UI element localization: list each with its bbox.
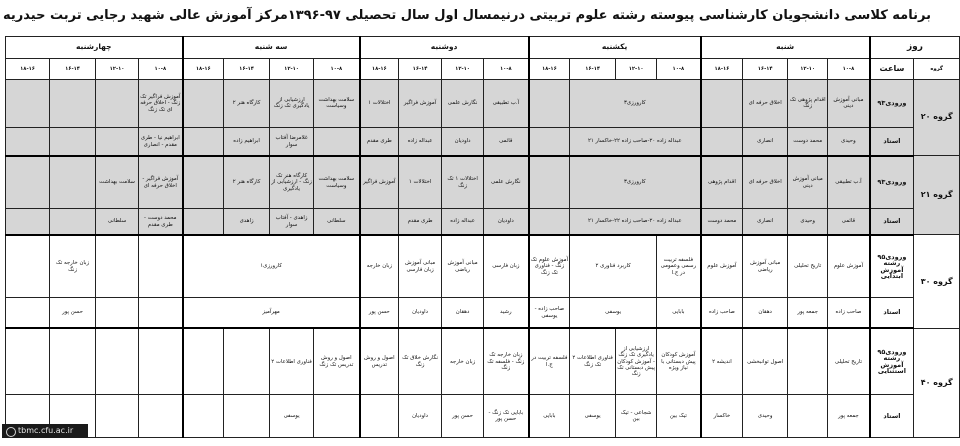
teacher-cell: غلامرضا آفتاب سوار xyxy=(270,128,314,156)
teacher-cell: انصاری xyxy=(743,209,788,235)
course-cell: کارگاه هنر ۲ xyxy=(224,79,270,128)
teacher-cell: یوسفی xyxy=(570,298,657,328)
course-cell: آموزش فراگیر تک زنگ - اخلاق حرفه ای تک زنگ xyxy=(139,79,183,128)
course-cell: اختلالات ۱ xyxy=(360,79,399,128)
course-cell xyxy=(788,328,828,395)
group-name: گروه ۲۱ xyxy=(914,156,960,235)
course-cell: نگارش خلاق تک زنگ xyxy=(399,328,442,395)
time-slot: ۱۶-۱۴ xyxy=(399,59,442,79)
course-cell: اصول و روش تدریس تک زنگ xyxy=(314,328,360,395)
course-cell xyxy=(6,328,50,395)
teacher-cell: داودیان xyxy=(442,128,484,156)
teacher-cell: وحیدی xyxy=(743,395,788,438)
time-slot: ۱۰-۸ xyxy=(828,59,870,79)
course-cell xyxy=(139,235,183,298)
course-cell: فناوری اطلاعات ۲ تک زنگ xyxy=(570,328,616,395)
course-cell: زبان خارجه تک زنگ - فلسفه تک زنگ xyxy=(484,328,529,395)
teacher-cell: داودیان xyxy=(484,209,529,235)
course-cell: آموزش کودکان پیش دبستانی با نیاز ویژه xyxy=(657,328,701,395)
teacher-cell xyxy=(50,209,96,235)
teacher-cell: بابایی xyxy=(529,395,570,438)
teacher-cell: عبداله زاده ۲۰-صاحب زاده ۲۲-خاکسار ۲۱ xyxy=(570,209,701,235)
teacher-cell xyxy=(314,395,360,438)
course-cell: مبانی آموزش ریاضی xyxy=(442,235,484,298)
teacher-cell: صاحب زاده xyxy=(828,298,870,328)
teacher-cell xyxy=(529,128,570,156)
teacher-label: استاد xyxy=(870,395,914,438)
teacher-cell: عبداله زاده xyxy=(442,209,484,235)
teacher-cell xyxy=(6,128,50,156)
teacher-cell: حسن پور xyxy=(442,395,484,438)
day-header-sun: یکشنبه xyxy=(529,37,701,59)
course-cell xyxy=(224,328,270,395)
course-cell: اقدام پژوهی تک زنگ xyxy=(788,79,828,128)
teacher-cell: وحیدی xyxy=(788,209,828,235)
course-cell: مبانی آموزش دینی xyxy=(828,79,870,128)
teacher-cell: جمعه پور xyxy=(788,298,828,328)
course-cell: تاریخ تحلیلی xyxy=(828,328,870,395)
teacher-cell xyxy=(183,395,224,438)
time-slot: ۱۰-۸ xyxy=(314,59,360,79)
course-cell: تاریخ تحلیلی xyxy=(788,235,828,298)
page-title: برنامه کلاسی دانشجویان کارشناسی پیوسته رشته علوم تربیتی درنیمسال اول سال تحصیلی ۹۷-۱۳۹۶مرکز آموزش عالی شهید رجایی تربت حیدریه xyxy=(3,8,931,23)
teacher-cell xyxy=(701,128,743,156)
time-slot: ۱۸-۱۶ xyxy=(529,59,570,79)
time-slot: ۱۲-۱۰ xyxy=(442,59,484,79)
teacher-cell: یوسفی xyxy=(570,395,616,438)
teacher-cell: قائمی xyxy=(484,128,529,156)
group-entry-label: ورودی۹۵ رشته آموزش استثنایی xyxy=(870,328,914,395)
course-cell xyxy=(6,156,50,209)
teacher-cell: عبداله زاده ۲۰-صاحب زاده ۲۲-خاکسار ۲۱ xyxy=(570,128,701,156)
course-cell: ارزشیابی از یادگیری تک زنگ xyxy=(270,79,314,128)
day-corner-label: روز xyxy=(870,37,960,59)
teacher-cell: طری مقدم xyxy=(360,128,399,156)
group-entry-label: ورودی۹۳ xyxy=(870,79,914,128)
time-slot: ۱۸-۱۶ xyxy=(183,59,224,79)
schedule-table xyxy=(5,36,960,438)
course-cell: نگارش علمی xyxy=(442,79,484,128)
time-slot: ۱۸-۱۶ xyxy=(701,59,743,79)
day-header-mon: دوشنبه xyxy=(360,37,529,59)
teacher-label: استاد xyxy=(870,209,914,235)
teacher-cell xyxy=(360,395,399,438)
teacher-cell: عبداله زاده xyxy=(399,128,442,156)
time-slot: ۱۶-۱۴ xyxy=(50,59,96,79)
time-slot: ۱۲-۱۰ xyxy=(270,59,314,79)
teacher-cell xyxy=(96,298,139,328)
teacher-cell xyxy=(50,128,96,156)
course-cell: آموزش فراگیر - اخلاق حرفه ای xyxy=(139,156,183,209)
teacher-cell xyxy=(96,395,139,438)
course-cell xyxy=(529,79,570,128)
course-cell xyxy=(96,235,139,298)
course-cell xyxy=(50,156,96,209)
teacher-cell: زاهدی - آفتاب سوار xyxy=(270,209,314,235)
teacher-cell: حسن پور xyxy=(360,298,399,328)
time-slot: ۱۲-۱۰ xyxy=(616,59,657,79)
teacher-cell: وحیدی xyxy=(828,128,870,156)
course-cell xyxy=(50,328,96,395)
course-cell: کارورزی۳ xyxy=(570,79,701,128)
course-cell: اختلالات ۱ تک زنگ xyxy=(442,156,484,209)
teacher-cell xyxy=(139,298,183,328)
course-cell xyxy=(183,156,224,209)
course-cell: کاربرد فناوری ۲ xyxy=(570,235,657,298)
teacher-cell xyxy=(6,298,50,328)
course-cell: فلسفه تربیت رسمی وعمومی در ج.ا xyxy=(657,235,701,298)
teacher-cell xyxy=(6,209,50,235)
time-slot: ۱۲-۱۰ xyxy=(788,59,828,79)
teacher-cell xyxy=(139,395,183,438)
course-cell xyxy=(96,79,139,128)
course-cell: اقدام پژوهی xyxy=(701,156,743,209)
teacher-cell: دهقان xyxy=(743,298,788,328)
watermark-text: tbmc.cfu.ac.ir xyxy=(18,426,74,435)
course-cell: اخلاق حرفه ای xyxy=(743,156,788,209)
time-corner-label: ساعت xyxy=(870,59,914,79)
course-cell xyxy=(139,328,183,395)
course-cell: مبانی آموزش زبان فارسی xyxy=(399,235,442,298)
day-header-tue: سه شنبه xyxy=(183,37,360,59)
course-cell: آ.ب تطبیقی xyxy=(484,79,529,128)
course-cell: آموزش علوم xyxy=(828,235,870,298)
course-cell: زبان خارجه xyxy=(442,328,484,395)
teacher-cell: انصاری xyxy=(743,128,788,156)
course-cell: آموزش فراگیر xyxy=(399,79,442,128)
day-header-wed: چهارشنبه xyxy=(6,37,183,59)
course-cell xyxy=(6,79,50,128)
time-slot: ۱۸-۱۶ xyxy=(360,59,399,79)
time-slot: ۱۶-۱۴ xyxy=(743,59,788,79)
teacher-cell xyxy=(314,128,360,156)
group-name: گروه ۴۰ xyxy=(914,328,960,437)
group-name: گروه ۳۰ xyxy=(914,235,960,328)
teacher-cell: بابایی xyxy=(657,298,701,328)
teacher-cell xyxy=(788,395,828,438)
course-cell xyxy=(529,156,570,209)
time-slot: ۱۶-۱۴ xyxy=(224,59,270,79)
course-cell: اختلالات ۱ xyxy=(399,156,442,209)
teacher-cell: صاحب زاده xyxy=(701,298,743,328)
course-cell: اخلاق حرفه ای xyxy=(743,79,788,128)
teacher-cell: ابراهیم زاده xyxy=(224,128,270,156)
time-slot: ۱۸-۱۶ xyxy=(6,59,50,79)
teacher-cell: جمعه پور xyxy=(828,395,870,438)
teacher-cell: تیک بین xyxy=(657,395,701,438)
course-cell: ارزشیابی از یادگیری تک زنگ - آموزش کودکان پیش دبستانی تک زنگ xyxy=(616,328,657,395)
teacher-cell: یوسفی xyxy=(270,395,314,438)
course-cell: سلامت بهداشت وسیاست xyxy=(314,79,360,128)
watermark xyxy=(2,424,88,438)
course-cell: اصول توانبخشی xyxy=(743,328,788,395)
teacher-cell xyxy=(183,128,224,156)
teacher-cell: بابایی تک زنگ - حسن پور xyxy=(484,395,529,438)
teacher-cell xyxy=(529,209,570,235)
course-cell xyxy=(701,79,743,128)
time-slot: ۱۰-۸ xyxy=(484,59,529,79)
teacher-label: استاد xyxy=(870,128,914,156)
course-cell xyxy=(183,328,224,395)
teacher-cell: محمد دوست - طری مقدم xyxy=(139,209,183,235)
course-cell: اصول و روش تدریس xyxy=(360,328,399,395)
course-cell: سلامت بهداشت xyxy=(96,156,139,209)
teacher-cell: شجاعی - تیک بین xyxy=(616,395,657,438)
teacher-cell: داودیان xyxy=(399,395,442,438)
time-slot: ۱۲-۱۰ xyxy=(96,59,139,79)
group-corner-label: گروه xyxy=(914,59,960,79)
teacher-cell: سلطانی xyxy=(314,209,360,235)
course-cell: کارورزی۱ xyxy=(183,235,360,298)
course-cell xyxy=(96,328,139,395)
day-header-sat: شنبه xyxy=(701,37,870,59)
course-cell: فناوری اطلاعات ۲ xyxy=(270,328,314,395)
course-cell: آموزش علوم xyxy=(701,235,743,298)
course-cell: فلسفه تربیت در ج.ا xyxy=(529,328,570,395)
teacher-label: استاد xyxy=(870,298,914,328)
course-cell: آموزش علوم تک زنگ - فناوری تک زنگ xyxy=(529,235,570,298)
course-cell: سلامت بهداشت وسیاست xyxy=(314,156,360,209)
watermark-logo-icon xyxy=(6,427,16,437)
course-cell xyxy=(6,235,50,298)
teacher-cell xyxy=(224,395,270,438)
teacher-cell: صاحب زاده - یوسفی xyxy=(529,298,570,328)
teacher-cell: رشید xyxy=(484,298,529,328)
teacher-cell: قائمی xyxy=(828,209,870,235)
course-cell: کارگاه هنر ۲ xyxy=(224,156,270,209)
course-cell: مبانی آموزش ریاضی xyxy=(743,235,788,298)
course-cell: کارورزی۳ xyxy=(570,156,701,209)
time-slot: ۱۰-۸ xyxy=(657,59,701,79)
teacher-cell xyxy=(96,128,139,156)
course-cell: نگارش علمی xyxy=(484,156,529,209)
teacher-cell: خاکسار xyxy=(701,395,743,438)
teacher-cell xyxy=(183,209,224,235)
teacher-cell: ابراهیم نیا - طری مقدم - انصاری xyxy=(139,128,183,156)
course-cell xyxy=(183,79,224,128)
time-slot: ۱۰-۸ xyxy=(139,59,183,79)
course-cell: آ.ب تطبیقی xyxy=(828,156,870,209)
group-entry-label: ورودی۹۳ xyxy=(870,156,914,209)
teacher-cell xyxy=(360,209,399,235)
course-cell: اندیشه ۲ xyxy=(701,328,743,395)
course-cell: زبان فارسی xyxy=(484,235,529,298)
course-cell: مبانی آموزش دینی xyxy=(788,156,828,209)
course-cell xyxy=(50,79,96,128)
course-cell: آموزش فراگیر xyxy=(360,156,399,209)
teacher-cell: مهرآمیز xyxy=(183,298,360,328)
teacher-cell: طری مقدم xyxy=(399,209,442,235)
teacher-cell: محمد دوست xyxy=(701,209,743,235)
teacher-cell: حسن پور xyxy=(50,298,96,328)
teacher-cell: زاهدی xyxy=(224,209,270,235)
course-cell: کارگاه هنر تک زنگ - ارزشیابی از یادگیری xyxy=(270,156,314,209)
teacher-cell: دهقان xyxy=(442,298,484,328)
teacher-cell: سلطانی xyxy=(96,209,139,235)
course-cell: زبان خارجه تک زنگ xyxy=(50,235,96,298)
group-entry-label: ورودی۹۵ رشته آموزش ابتدایی xyxy=(870,235,914,298)
group-name: گروه ۲۰ xyxy=(914,79,960,156)
time-slot: ۱۶-۱۴ xyxy=(570,59,616,79)
course-cell: زبان خارجه xyxy=(360,235,399,298)
teacher-cell: محمد دوست xyxy=(788,128,828,156)
teacher-cell: داودیان xyxy=(399,298,442,328)
